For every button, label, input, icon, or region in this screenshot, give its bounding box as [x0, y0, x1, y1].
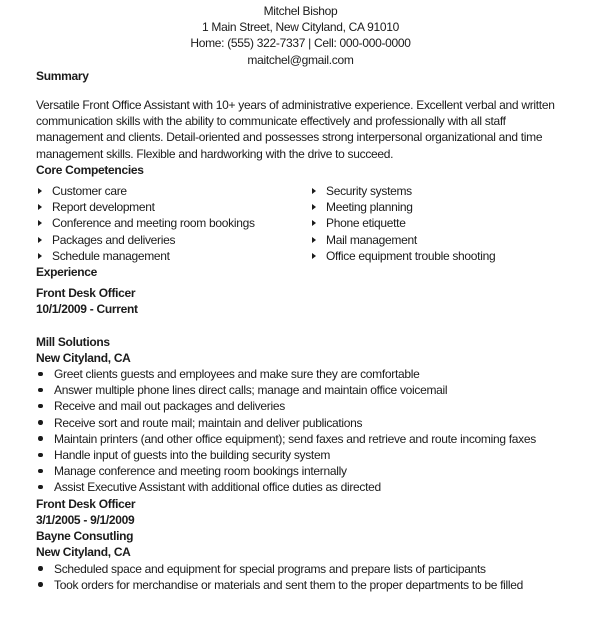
- summary-heading: Summary: [36, 68, 89, 83]
- competency-text: Schedule management: [52, 248, 170, 263]
- job-title: Front Desk Officer: [36, 496, 136, 511]
- competency-text: Mail management: [326, 232, 417, 247]
- competency-item: [310, 199, 565, 215]
- competency-item: [36, 232, 310, 248]
- competency-text: Meeting planning: [326, 200, 413, 215]
- triangle-right-bullet-icon: [36, 215, 52, 231]
- duty-item: [36, 561, 565, 577]
- job-company: Mill Solutions: [36, 334, 110, 349]
- core-competencies-heading: Core Competencies: [36, 162, 144, 177]
- job-location: New Cityland, CA: [36, 545, 131, 560]
- job-company: Bayne Consutling: [36, 529, 134, 544]
- job-duties-list: [36, 561, 565, 593]
- competencies-column-left: [36, 183, 310, 264]
- duty-item: [36, 447, 565, 463]
- triangle-right-bullet-icon: [36, 183, 52, 199]
- competency-text: Security systems: [326, 184, 412, 199]
- candidate-address: 1 Main Street, New Cityland, CA 91010: [201, 20, 399, 35]
- round-bullet-icon: [36, 577, 54, 593]
- duty-text: Receive and mail out packages and deliveries: [54, 399, 285, 414]
- round-bullet-icon: [36, 479, 54, 495]
- round-bullet-icon: [36, 415, 54, 431]
- triangle-right-bullet-icon: [36, 248, 52, 264]
- round-bullet-icon: [36, 431, 54, 447]
- round-bullet-icon: [36, 561, 54, 577]
- competencies-list: [36, 183, 565, 264]
- competency-item: [310, 215, 565, 231]
- competency-item: [36, 183, 310, 199]
- duty-text: Scheduled space and equipment for special programs and prepare lists of participants: [54, 561, 486, 576]
- round-bullet-icon: [36, 447, 54, 463]
- competency-item: [310, 183, 565, 199]
- candidate-phone-line: Home: (555) 322-7337 | Cell: 000-000-0000: [190, 36, 411, 51]
- job-entry-2: [36, 496, 565, 593]
- job-duties-list: [36, 366, 565, 496]
- duty-text: Handle input of guests into the building security system: [54, 448, 331, 463]
- job-entry-1: [36, 285, 565, 495]
- duty-item: [36, 398, 565, 414]
- competencies-column-right: [310, 183, 565, 264]
- blank-line: [36, 318, 565, 334]
- duty-text: Maintain printers (and other office equipment); send faxes and retrieve and route incoming faxes: [54, 431, 536, 446]
- competency-text: Packages and deliveries: [52, 232, 176, 247]
- job-dates: 3/1/2005 - 9/1/2009: [36, 512, 135, 527]
- competency-text: Conference and meeting room bookings: [52, 216, 255, 231]
- triangle-right-bullet-icon: [310, 199, 326, 215]
- round-bullet-icon: [36, 366, 54, 382]
- triangle-right-bullet-icon: [310, 183, 326, 199]
- duty-text: Manage conference and meeting room bookings internally: [54, 464, 347, 479]
- triangle-right-bullet-icon: [36, 199, 52, 215]
- competency-item: [310, 248, 565, 264]
- competency-item: [36, 215, 310, 231]
- triangle-right-bullet-icon: [36, 232, 52, 248]
- duty-text: Greet clients guests and employees and make sure they are comfortable: [54, 367, 420, 382]
- competency-item: [36, 199, 310, 215]
- triangle-right-bullet-icon: [310, 248, 326, 264]
- duty-item: [36, 366, 565, 382]
- duty-text: Answer multiple phone lines direct calls; manage and maintain office voicemail: [54, 383, 448, 398]
- duty-item: [36, 431, 565, 447]
- resume-header: [36, 3, 565, 68]
- experience-heading: Experience: [36, 265, 98, 280]
- duty-item: [36, 382, 565, 398]
- duty-item: [36, 577, 565, 593]
- job-title: Front Desk Officer: [36, 286, 136, 301]
- round-bullet-icon: [36, 463, 54, 479]
- duty-item: [36, 479, 565, 495]
- competency-item: [310, 232, 565, 248]
- competency-item: [36, 248, 310, 264]
- competency-text: Office equipment trouble shooting: [326, 248, 496, 263]
- job-location: New Cityland, CA: [36, 350, 131, 365]
- candidate-email: maitchel@gmail.com: [247, 52, 354, 67]
- job-dates: 10/1/2009 - Current: [36, 302, 138, 317]
- round-bullet-icon: [36, 382, 54, 398]
- summary-paragraph: Versatile Front Office Assistant with 10+ years of administrative experience. Excellent verbal and written communication skills with the ability to communicate effectively and professionally with all staff management and clients. Detail-oriented and possesses strong interpersonal organizational and time management skills. Flexible and hardworking with the drive to succeed.: [36, 98, 555, 161]
- round-bullet-icon: [36, 398, 54, 414]
- competency-text: Report development: [52, 200, 155, 215]
- competency-text: Phone etiquette: [326, 216, 406, 231]
- duty-text: Took orders for merchandise or materials and sent them to the proper departments to be filled: [54, 577, 524, 592]
- duty-text: Assist Executive Assistant with additional office duties as directed: [54, 480, 381, 495]
- triangle-right-bullet-icon: [310, 232, 326, 248]
- duty-item: [36, 463, 565, 479]
- duty-text: Receive sort and route mail; maintain and deliver publications: [54, 415, 363, 430]
- candidate-name: Mitchel Bishop: [263, 4, 338, 18]
- duty-item: [36, 415, 565, 431]
- competency-text: Customer care: [52, 184, 127, 199]
- triangle-right-bullet-icon: [310, 215, 326, 231]
